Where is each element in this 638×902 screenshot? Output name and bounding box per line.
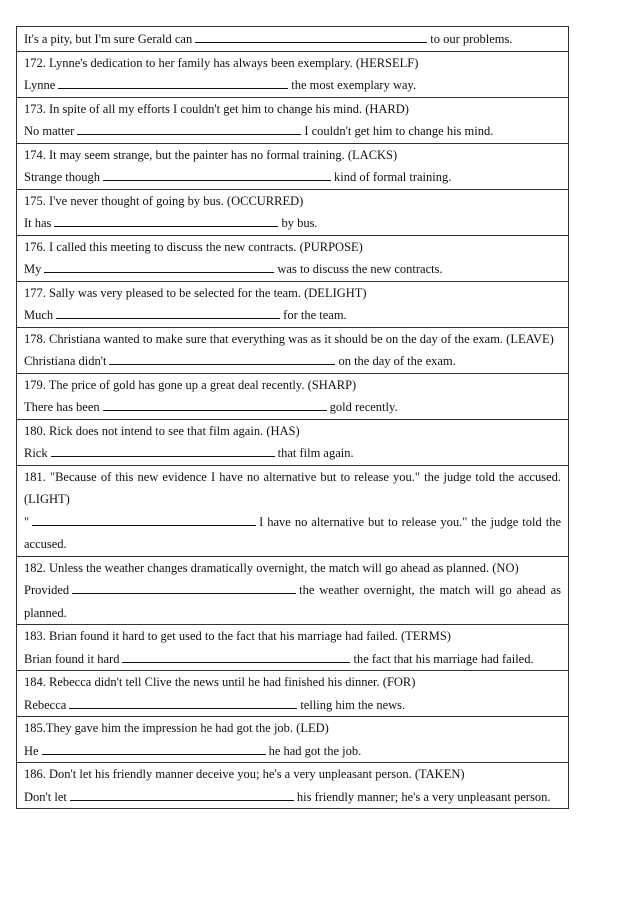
answer-blank[interactable] <box>103 179 331 181</box>
answer-line <box>24 579 561 624</box>
answer-line <box>24 350 561 373</box>
answer-prefix: Much <box>24 308 54 322</box>
exercise-item-185 <box>17 717 568 763</box>
answer-prefix: Christiana didn't <box>24 354 107 368</box>
prompt-sentence: 185.They gave him the impression he had got the job. (LED) <box>24 721 329 735</box>
prompt-sentence: 184. Rebecca didn't tell Clive the news until he had finished his dinner. (FOR) <box>24 675 416 689</box>
exercise-item-174 <box>17 144 568 190</box>
answer-suffix: the fact that his marriage had failed. <box>353 651 534 666</box>
answer-prefix: It's a pity, but I'm sure Gerald can <box>24 32 193 46</box>
answer-suffix: telling him the news. <box>300 697 406 712</box>
prompt-sentence: 174. It may seem strange, but the painter has no formal training. (LACKS) <box>24 147 398 162</box>
exercise-item-176 <box>17 236 568 282</box>
answer-line <box>24 511 561 556</box>
answer-line <box>24 396 561 419</box>
answer-suffix: the weather overnight, the match will go ahead as planned. <box>24 583 561 620</box>
prompt-sentence: 179. The price of gold has gone up a great deal recently. (SHARP) <box>24 377 357 392</box>
exercise-item-184 <box>17 671 568 717</box>
answer-line <box>24 694 561 717</box>
prompt-sentence: 172. Lynne's dedication to her family has always been exemplary. (HERSELF) <box>24 55 419 70</box>
answer-line <box>24 28 561 51</box>
answer-prefix: Provided <box>24 583 70 597</box>
answer-line <box>24 648 561 671</box>
exercise-item-178 <box>17 328 568 374</box>
prompt-sentence: 173. In spite of all my efforts I couldn't get him to change his mind. (HARD) <box>24 101 409 116</box>
answer-blank[interactable] <box>103 409 327 411</box>
answer-suffix: by bus. <box>281 216 318 230</box>
answer-line <box>24 258 561 281</box>
exercise-item-181 <box>17 466 568 557</box>
answer-suffix: the most exemplary way. <box>291 78 417 92</box>
answer-suffix: I have no alternative but to release you." the judge told the accused. <box>24 514 561 551</box>
answer-prefix: Rebecca <box>24 697 67 712</box>
answer-suffix: his friendly manner; he's a very unpleasant person. <box>296 789 551 804</box>
answer-prefix: He <box>24 743 39 758</box>
prompt-sentence: 178. Christiana wanted to make sure that everything was as it should be on the day of the exam. (LEAVE) <box>24 331 554 346</box>
exercise-item-172 <box>17 52 568 98</box>
exercise-sheet <box>16 26 569 809</box>
answer-line <box>24 304 561 327</box>
answer-blank[interactable] <box>32 524 256 526</box>
answer-blank[interactable] <box>70 799 294 801</box>
exercise-item-175 <box>17 190 568 236</box>
answer-blank[interactable] <box>51 455 275 457</box>
exercise-item-180 <box>17 420 568 466</box>
prompt-sentence: 182. Unless the weather changes dramatically overnight, the match will go ahead as planned. (NO) <box>24 560 519 575</box>
prompt-sentence: 180. Rick does not intend to see that film again. (HAS) <box>24 423 300 438</box>
answer-blank[interactable] <box>109 363 335 365</box>
prompt-sentence: 181. "Because of this new evidence I have no alternative but to release you." the judge told the accused. (LIGHT) <box>24 469 561 506</box>
prompt-sentence: 176. I called this meeting to discuss the new contracts. (PURPOSE) <box>24 239 363 254</box>
answer-suffix: gold recently. <box>329 400 398 414</box>
prompt-sentence: 183. Brian found it hard to get used to the fact that his marriage had failed. (TERMS) <box>24 629 451 643</box>
answer-blank[interactable] <box>122 661 350 663</box>
answer-blank[interactable] <box>58 87 288 89</box>
prompt-sentence: 186. Don't let his friendly manner deceive you; he's a very unpleasant person. (TAKEN) <box>24 767 465 781</box>
answer-prefix: Rick <box>24 446 48 460</box>
answer-blank[interactable] <box>77 133 301 135</box>
answer-suffix: kind of formal training. <box>334 170 452 184</box>
exercise-item-179 <box>17 374 568 420</box>
answer-suffix: was to discuss the new contracts. <box>277 262 443 276</box>
answer-suffix: he had got the job. <box>268 743 362 758</box>
answer-suffix: on the day of the exam. <box>338 354 456 368</box>
answer-line <box>24 212 561 235</box>
answer-line <box>24 786 561 809</box>
answer-suffix: to our problems. <box>430 32 513 46</box>
answer-line <box>24 74 561 97</box>
exercise-item-173 <box>17 98 568 144</box>
answer-prefix: Strange though <box>24 170 101 184</box>
answer-prefix: There has been <box>24 400 100 414</box>
prompt-sentence: 175. I've never thought of going by bus. (OCCURRED) <box>24 193 304 208</box>
answer-line <box>24 166 561 189</box>
answer-blank[interactable] <box>69 707 297 709</box>
exercise-item-186 <box>17 763 568 809</box>
answer-line <box>24 120 561 143</box>
answer-blank[interactable] <box>56 317 280 319</box>
answer-blank[interactable] <box>44 271 274 273</box>
answer-blank[interactable] <box>72 592 296 594</box>
answer-suffix: that film again. <box>277 446 354 460</box>
answer-prefix: " <box>24 514 30 529</box>
answer-prefix: It has <box>24 216 52 230</box>
answer-prefix: Don't let <box>24 789 67 804</box>
answer-prefix: Lynne <box>24 78 56 92</box>
exercise-item-171 <box>17 27 568 52</box>
answer-blank[interactable] <box>42 753 266 755</box>
answer-line <box>24 740 561 763</box>
answer-prefix: No matter <box>24 124 75 138</box>
exercise-item-182 <box>17 557 568 626</box>
prompt-sentence: 177. Sally was very pleased to be selected for the team. (DELIGHT) <box>24 285 367 300</box>
answer-suffix: for the team. <box>283 308 347 322</box>
answer-prefix: Brian found it hard <box>24 651 120 666</box>
answer-prefix: My <box>24 262 42 276</box>
exercise-item-183 <box>17 625 568 671</box>
exercise-item-177 <box>17 282 568 328</box>
answer-blank[interactable] <box>195 41 427 43</box>
answer-line <box>24 442 561 465</box>
answer-blank[interactable] <box>54 225 278 227</box>
answer-suffix: I couldn't get him to change his mind. <box>304 124 494 138</box>
